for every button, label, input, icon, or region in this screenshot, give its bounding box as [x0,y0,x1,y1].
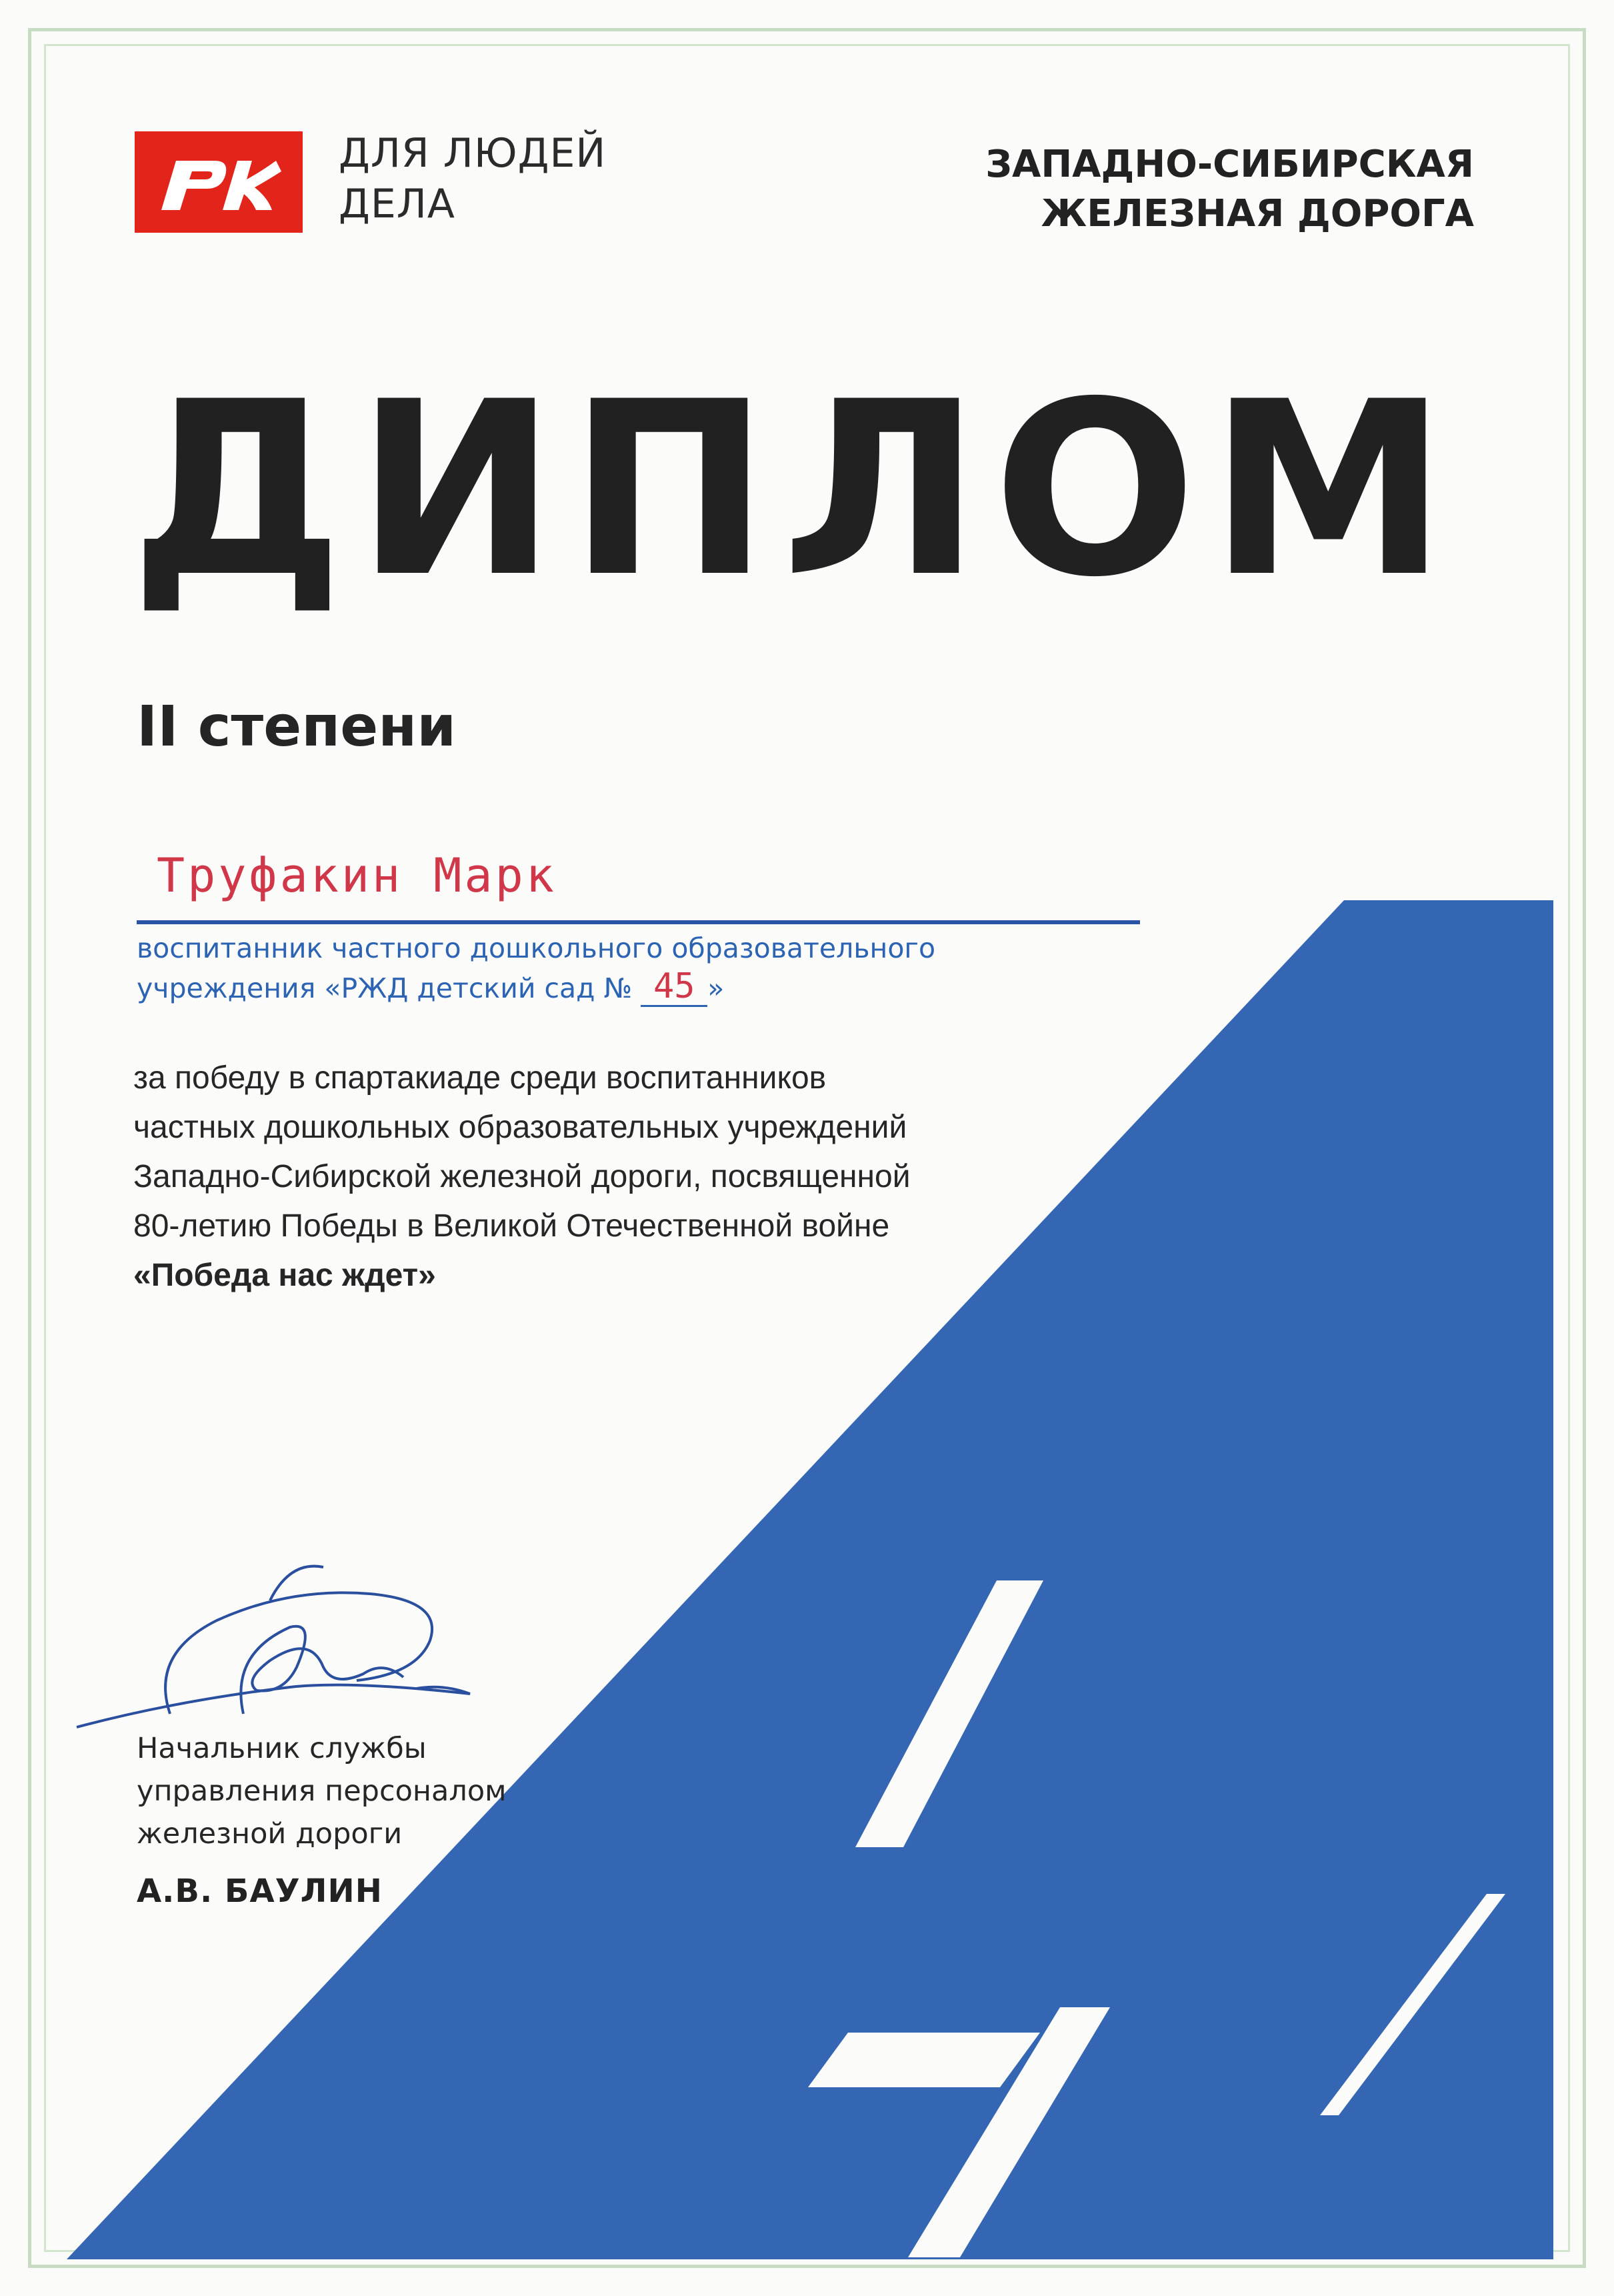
rzd-logo-mark [135,131,303,233]
slogan [339,128,606,229]
railway-name [985,140,1474,239]
institution-suffix: » [707,972,725,1004]
slogan-line: ДЕЛА [339,181,455,227]
reason-line: за победу в спартакиаде среди воспитанников [133,1060,827,1096]
railway-name-line: ЖЕЛЕЗНАЯ ДОРОГА [1041,192,1474,235]
event-name: «Победа нас ждет» [133,1258,436,1293]
reason-line: Западно-Сибирской железной дороги, посвященной [133,1159,911,1194]
institution-text [137,928,935,1008]
rzd-logo [135,131,303,233]
recipient-name: Труфакин Марк [157,848,557,903]
institution-number-field [641,966,707,1007]
position-line: Начальник службы [137,1732,427,1765]
reason-line: частных дошкольных образовательных учреждений [133,1110,907,1145]
institution-line: воспитанник частного дошкольного образовательного [137,932,936,964]
diploma-title: ДИПЛОМ [130,350,1460,630]
position-line: железной дороги [137,1817,403,1851]
institution-line [137,968,935,1008]
handwritten-signature [70,1560,497,1754]
institution-prefix: учреждения «РЖД детский сад № [137,972,633,1004]
reason-line: 80-летию Победы в Великой Отечественной войне [133,1208,890,1244]
diploma-degree: II степени [137,694,457,759]
signatory-name: А.В. БАУЛИН [137,1873,383,1910]
recipient-underline [137,920,1140,924]
signatory-position [137,1727,507,1855]
railway-name-line: ЗАПАДНО-СИБИРСКАЯ [985,143,1474,186]
position-line: управления персоналом [137,1775,507,1808]
award-reason [133,1054,911,1300]
white-stripe-bottom [808,2033,1040,2087]
slogan-line: ДЛЯ ЛЮДЕЙ [339,130,607,177]
institution-number: 45 [653,966,695,1006]
